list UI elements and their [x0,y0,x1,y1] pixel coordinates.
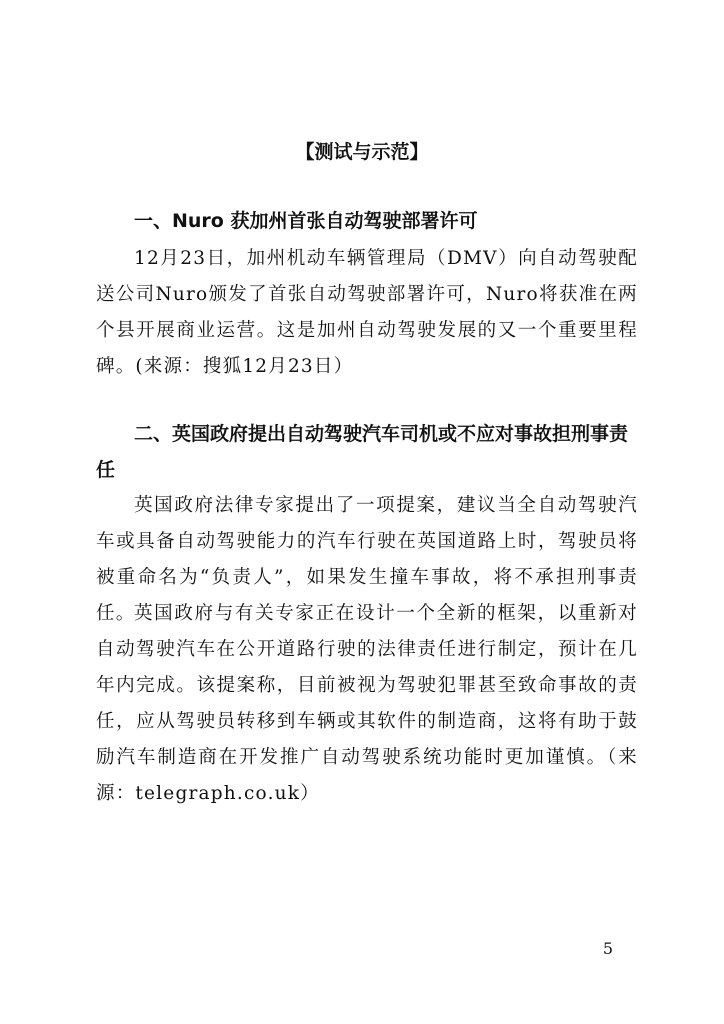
page-number: 5 [602,939,614,958]
section-title: 【测试与示范】 [295,141,429,163]
item-heading-1: 一、Nuro 获加州首张自动驾驶部署许可 [134,210,478,232]
item-paragraph-3: 英国政府与有关专家正在设计一个全新的框架，以重新对自动驾驶汽车在公开道路行驶的法律责任进行制定，预计在几年内完成。该提案称，目前被视为驾驶犯罪甚至致命事故的责任，应从驾驶员转移到车辆或其软件的制造商，这将有助于鼓励汽车制造商在开发推广自动驾驶系统功能时更加谨慎。（来源：telegraph.co.uk） [96,603,638,804]
item-paragraph-1: 12月23日，加州机动车辆管理局（DMV）向自动驾驶配送公司Nuro颁发了首张自动驾驶部署许可，Nuro将获准在两个县开展商业运营。这是加州自动驾驶发展的又一个重要里程碑。(来源：搜狐12月23日） [96,248,638,377]
item-paragraph-2: 英国政府法律专家提出了一项提案，建议当全自动驾驶汽车或具备自动驾驶能力的汽车行驶在英国道路上时，驾驶员将被重命名为“负责人”，如果发生撞车事故，将不承担刑事责任。 [96,495,638,624]
item-heading-2: 二、英国政府提出自动驾驶汽车司机或不应对事故担刑事责任 [96,423,629,481]
